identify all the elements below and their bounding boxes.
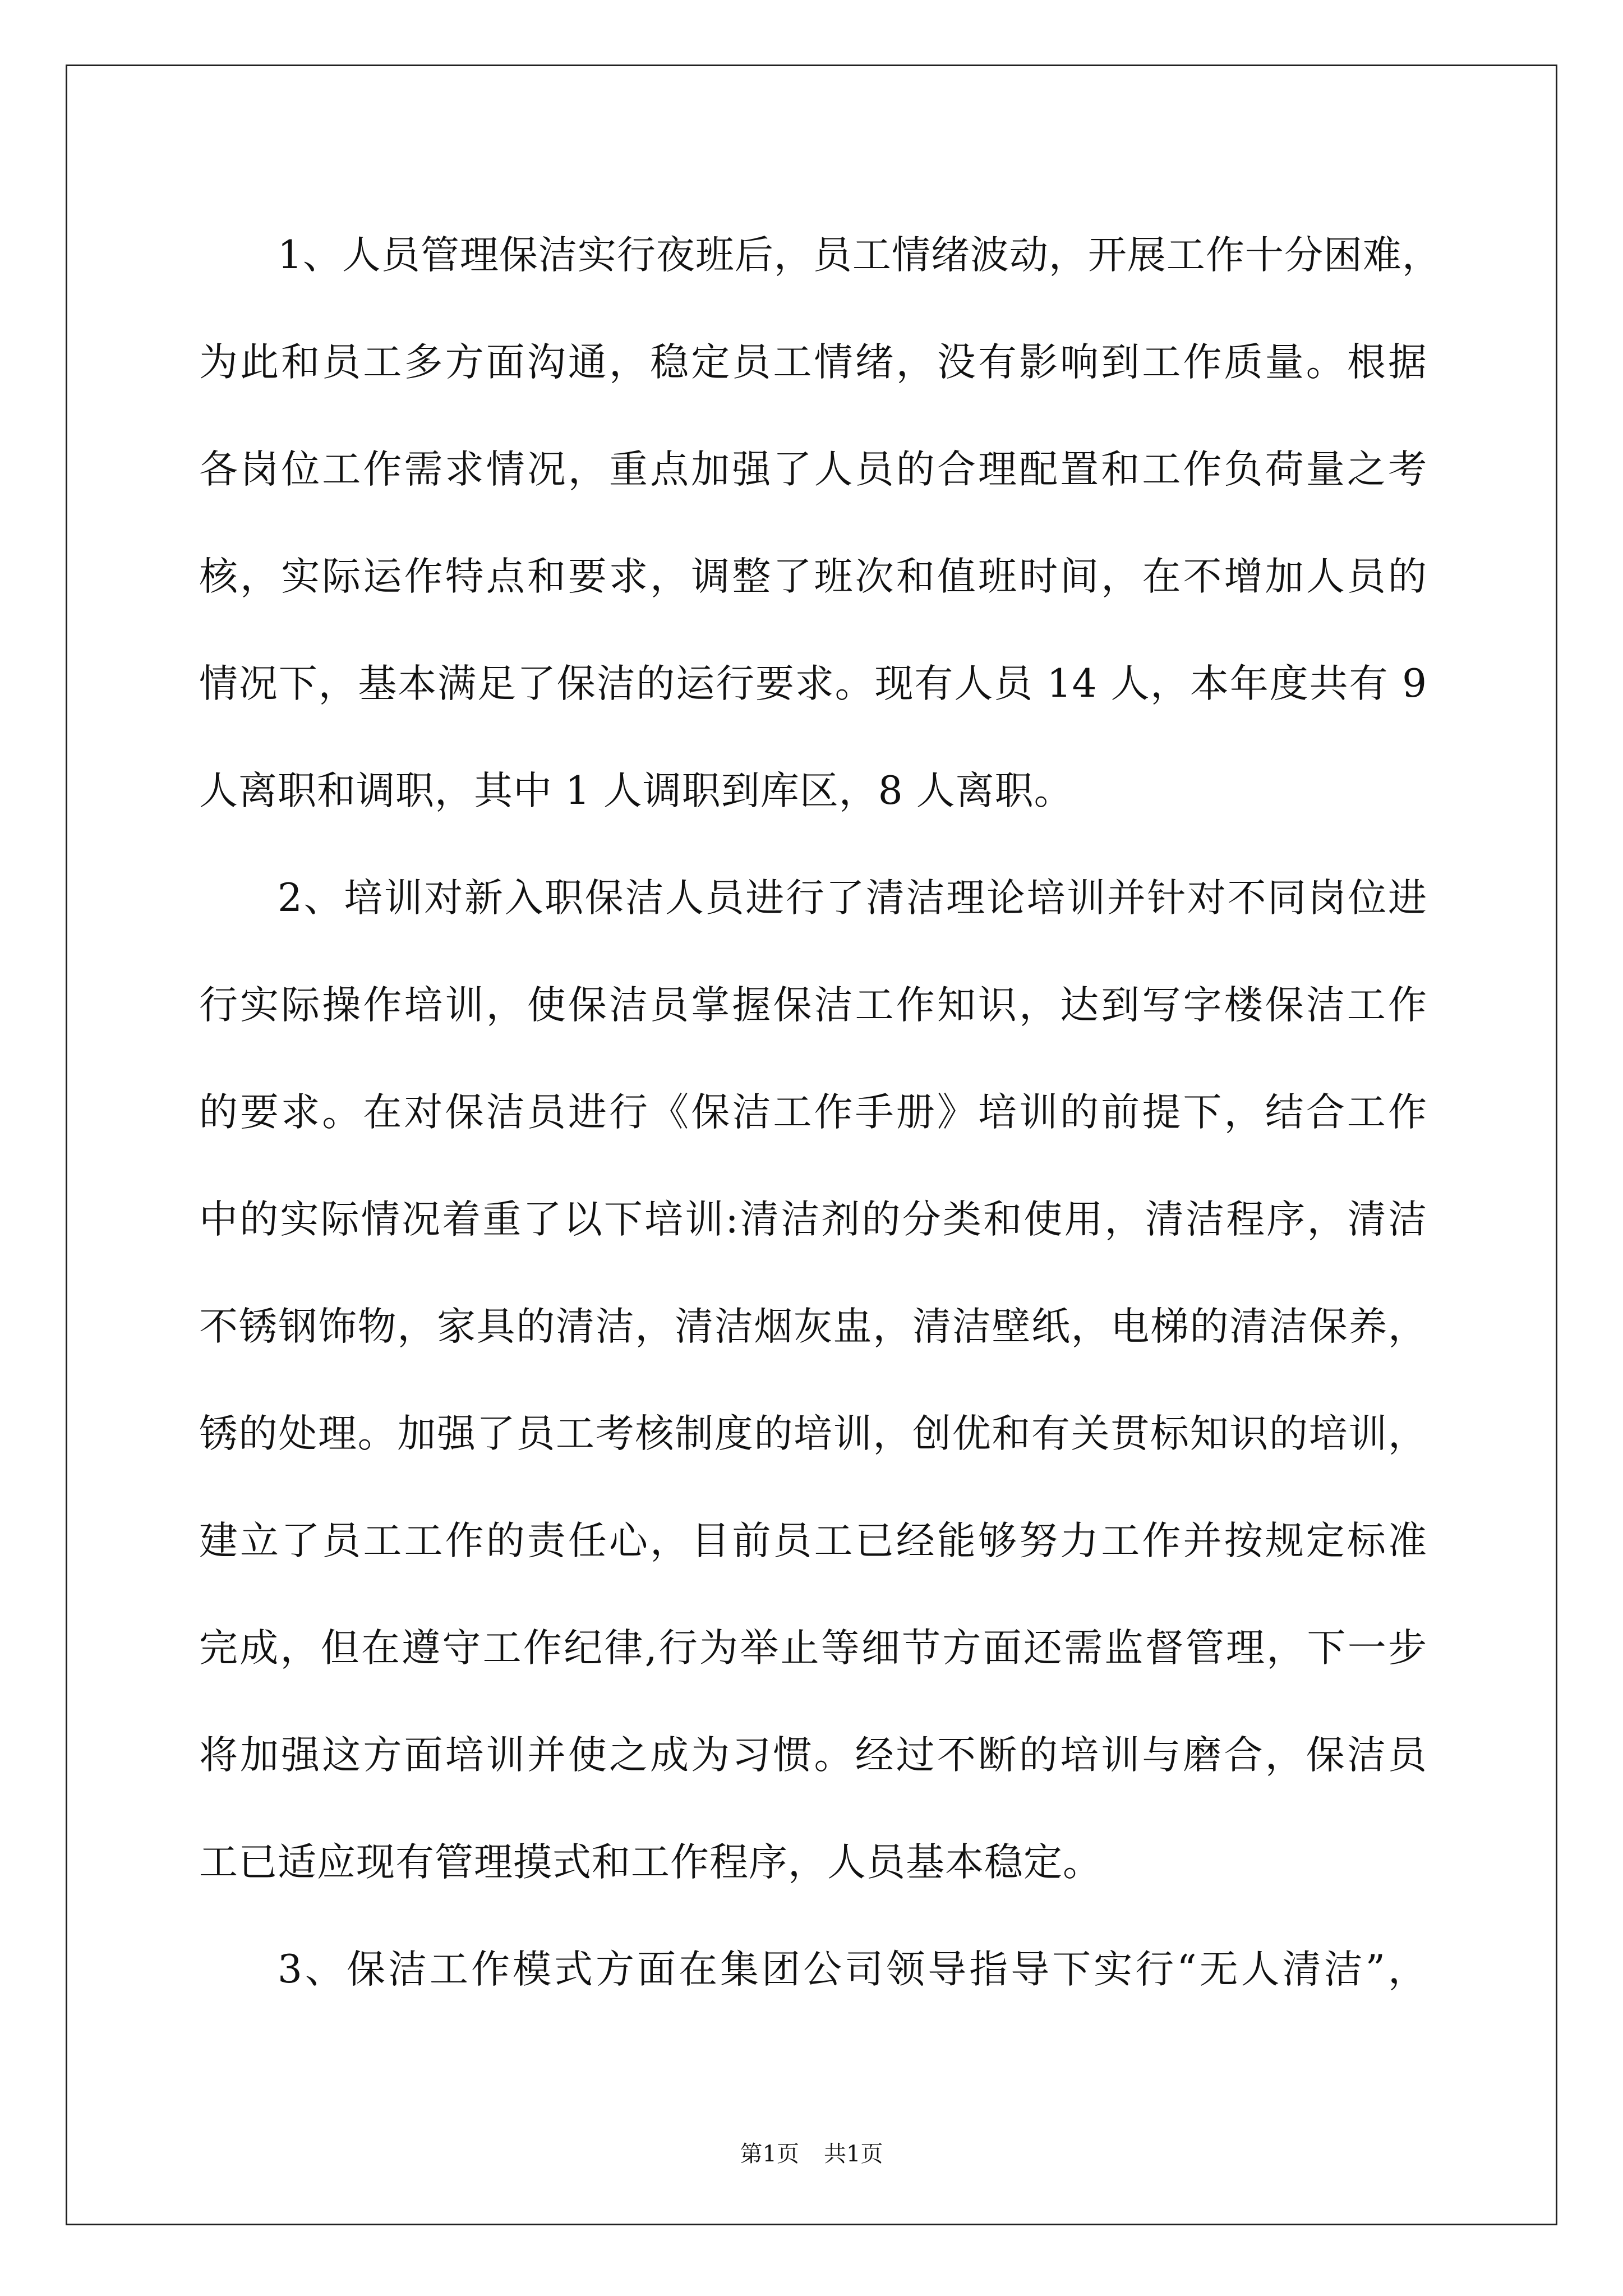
paragraph-2-line-8: 完成，但在遵守工作纪律,行为举止等细节方面还需监督管理，下一步 [199, 1626, 1427, 1671]
paragraph-2-line-9: 将加强这方面培训并使之成为习惯。经过不断的培训与磨合，保洁员 [199, 1733, 1427, 1778]
paragraph-1-line-4: 核，实际运作特点和要求，调整了班次和值班时间，在不增加人员的 [199, 554, 1427, 599]
paragraph-1-line-5: 情况下，基本满足了保洁的运行要求。现有人员 14 人，本年度共有 9 [199, 661, 1427, 706]
paragraph-2-line-1: 2、培训对新入职保洁人员进行了清洁理论培训并针对不同岗位进 [278, 876, 1427, 921]
paragraph-2-line-3: 的要求。在对保洁员进行《保洁工作手册》培训的前提下，结合工作 [199, 1090, 1427, 1135]
paragraph-1-line-3: 各岗位工作需求情况，重点加强了人员的合理配置和工作负荷量之考 [199, 447, 1427, 492]
paragraph-1-line-1: 1、人员管理保洁实行夜班后，员工情绪波动，开展工作十分困难， [278, 233, 1441, 278]
paragraph-2-line-5: 不锈钢饰物，家具的清洁，清洁烟灰盅，清洁壁纸，电梯的清洁保养， [199, 1304, 1427, 1349]
paragraph-2-line-2: 行实际操作培训，使保洁员掌握保洁工作知识，达到写字楼保洁工作 [199, 983, 1427, 1028]
paragraph-2-line-10: 工已适应现有管理摸式和工作程序，人员基本稳定。 [199, 1840, 1102, 1885]
paragraph-3-line-1: 3、保洁工作模式方面在集团公司领导指导下实行“无人清洁”， [278, 1947, 1427, 1992]
paragraph-1-line-2: 为此和员工多方面沟通，稳定员工情绪，没有影响到工作质量。根据 [199, 340, 1427, 385]
paragraph-2-line-4: 中的实际情况着重了以下培训:清洁剂的分类和使用，清洁程序，清洁 [199, 1197, 1427, 1242]
document-body [199, 202, 1441, 2023]
paragraph-2-line-6: 锈的处理。加强了员工考核制度的培训，创优和有关贯标知识的培训， [199, 1411, 1427, 1456]
page-number-current: 第1页 [740, 2141, 799, 2167]
paragraph-1-line-6: 人离职和调职，其中 1 人调职到库区，8 人离职。 [199, 769, 1073, 813]
page-footer [0, 2136, 1623, 2168]
page-number-total: 共1页 [824, 2141, 883, 2167]
paragraph-2-line-7: 建立了员工工作的责任心，目前员工已经能够努力工作并按规定标准 [199, 1519, 1427, 1563]
